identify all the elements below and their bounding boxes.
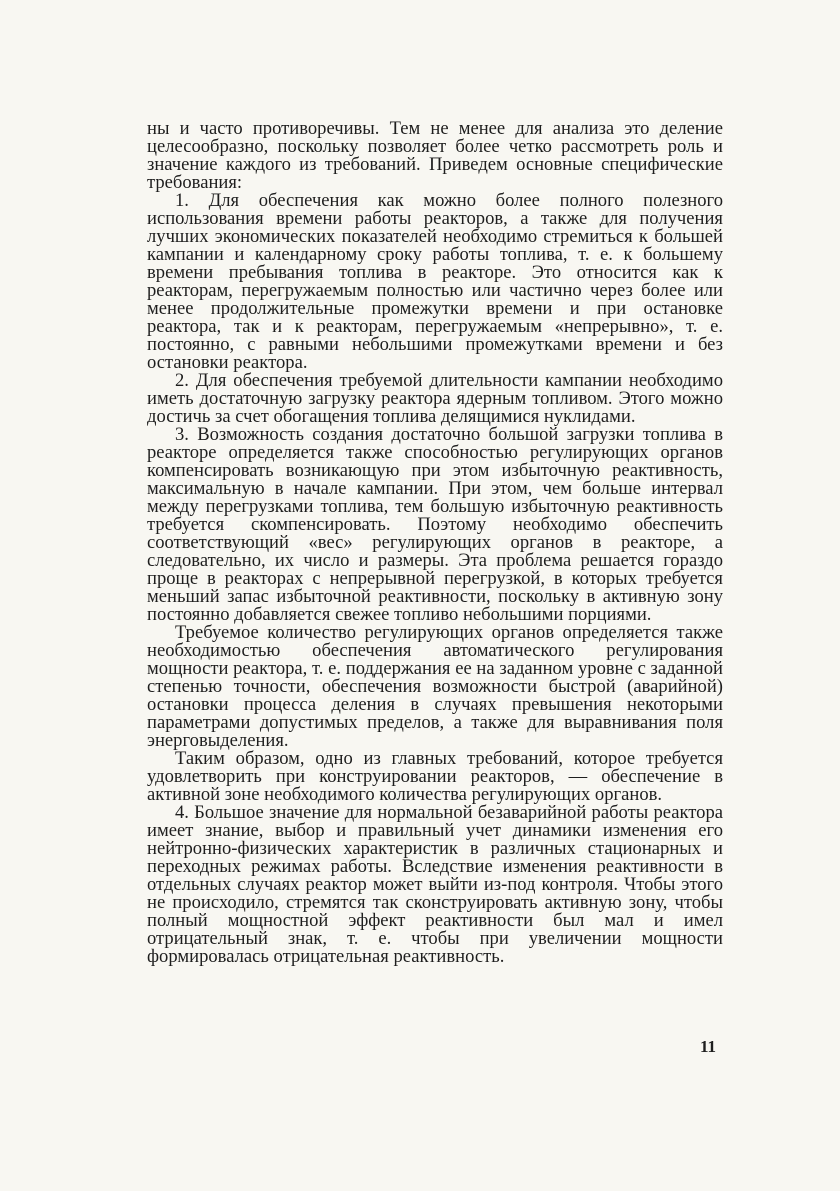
paragraph-requirement-2: 2. Для обеспечения требуемой длительности кампании необходимо иметь достаточную загрузку реактора ядерным топливом. Этого можно достичь за счет обогащения топлива делящимися нуклидами. bbox=[147, 370, 723, 427]
paragraph-conclusion: Таким образом, одно из главных требований, которое требуется удовлетворить при конструировании реакторов, — обеспечение в активной зоне необходимого количества регулирующих органов. bbox=[147, 748, 723, 805]
paragraph-intro: ны и часто противоречивы. Тем не менее для анализа это деление целесообразно, поскольку позволяет более четко рассмотреть роль и значение каждого из требований. Приведем основные специфические требования: bbox=[147, 118, 723, 193]
body-text bbox=[147, 120, 723, 966]
paragraph-requirement-4: 4. Большое значение для нормальной безаварийной работы реактора имеет знание, выбор и правильный учет динамики изменения его нейтронно-физических характеристик в различных стационарных и переходных режимах работы. Вследствие изменения реактивности в отдельных случаях реактор может выйти из-под контроля. Чтобы этого не происходило, стремятся так сконструировать активную зону, чтобы полный мощностной эффект реактивности был мал и имел отрицательный знак, т. е. чтобы при увеличении мощности формировалась отрицательная реактивность. bbox=[147, 802, 723, 967]
paragraph-requirement-1: 1. Для обеспечения как можно более полного полезного использования времени работы реакторов, а также для получения лучших экономических показателей необходимо стремиться к большей кампании и календарному сроку работы топлива, т. е. к большему времени пребывания топлива в реакторе. Это относится как к реакторам, перегружаемым полностью или частично через более или менее продолжительные промежутки времени и при остановке реактора, так и к реакторам, перегружаемым «непрерывно», т. е. постоянно, с равными небольшими промежутками времени и без остановки реактора. bbox=[147, 190, 723, 373]
paragraph-control-organs: Требуемое количество регулирующих органов определяется также необходимостью обеспечения автоматического регулирования мощности реактора, т. е. поддержания ее на заданном уровне с заданной степенью точности, обеспечения возможности быстрой (аварийной) остановки процесса деления в случаях превышения некоторыми параметрами допустимых пределов, а также для выравнивания поля энерговыделения. bbox=[147, 622, 723, 751]
paragraph-requirement-3: 3. Возможность создания достаточно большой загрузки топлива в реакторе определяется также способностью регулирующих органов компенсировать возникающую при этом избыточную реактивность, максимальную в начале кампании. При этом, чем больше интервал между перегрузками топлива, тем большую избыточную реактивность требуется скомпенсировать. Поэтому необходимо обеспечить соответствующий «вес» регулирующих органов в реакторе, а следовательно, их число и размеры. Эта проблема решается гораздо проще в реакторах с непрерывной перегрузкой, в которых требуется меньший запас избыточной реактивности, поскольку в активную зону постоянно добавляется свежее топливо небольшими порциями. bbox=[147, 424, 723, 625]
page-number: 11 bbox=[700, 1037, 717, 1056]
